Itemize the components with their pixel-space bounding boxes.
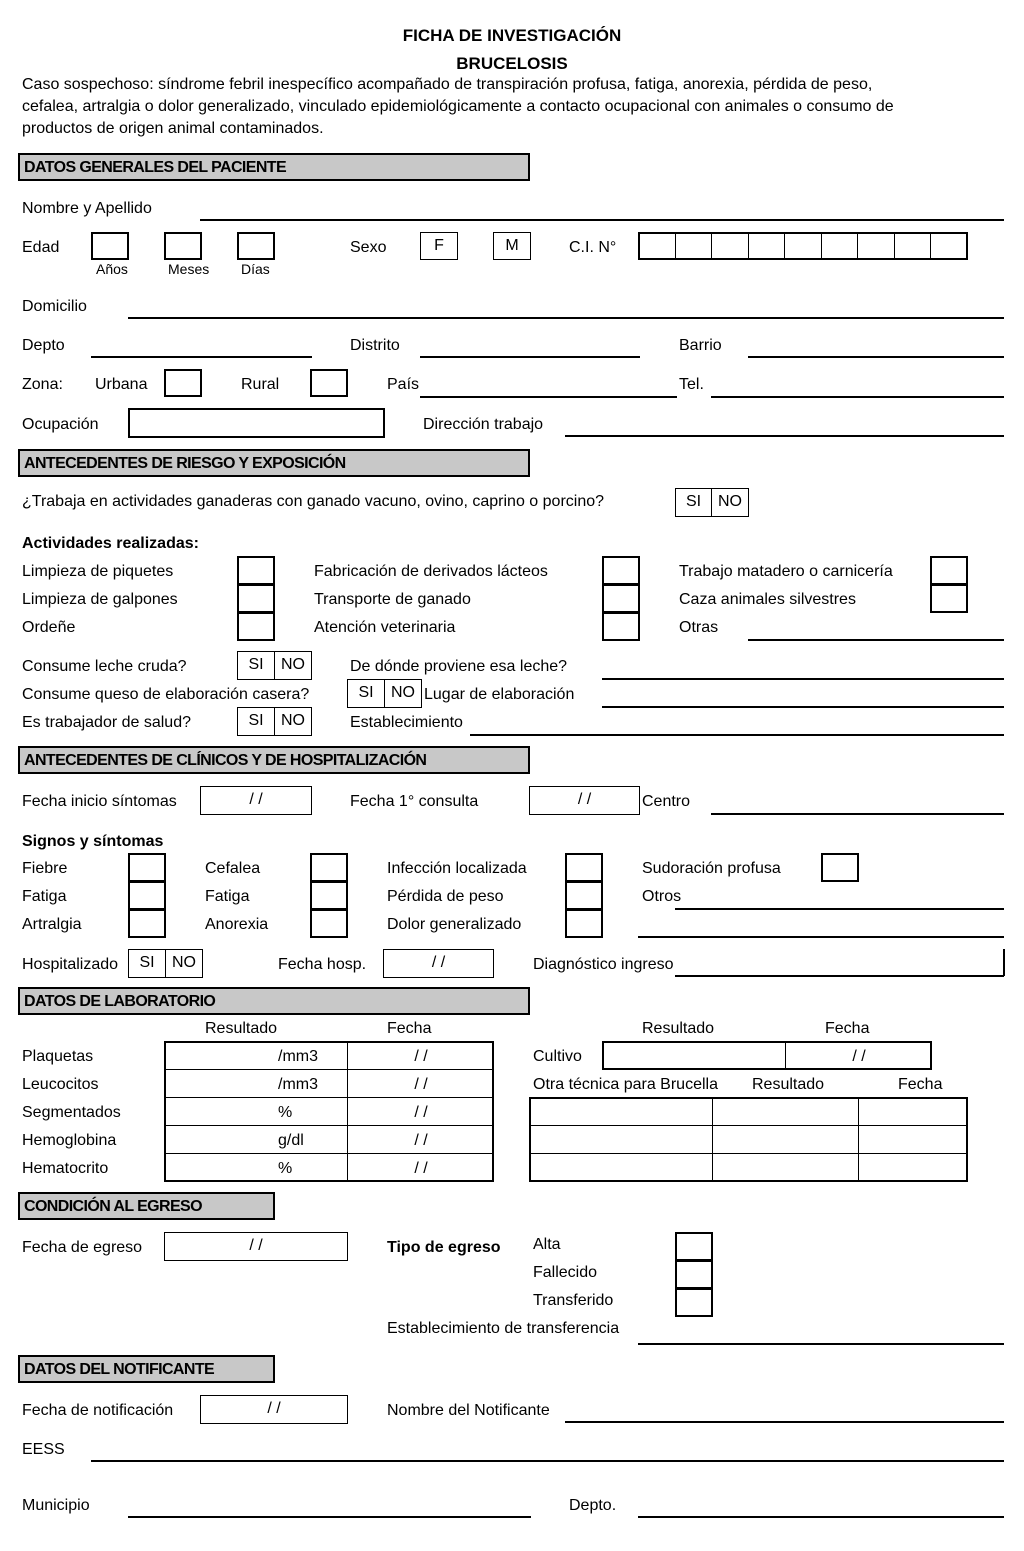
discharge-date-field[interactable]: / / (164, 1232, 348, 1261)
activity-checkbox[interactable] (930, 584, 968, 613)
other-tech-label: Otra técnica para Brucella (533, 1076, 718, 1093)
other-tech-date-header: Fecha (898, 1076, 943, 1093)
raw-milk-no-box[interactable]: NO (274, 651, 312, 680)
other-symptoms-field[interactable] (675, 908, 1004, 910)
work-address-field[interactable] (565, 435, 1004, 437)
culture-label: Cultivo (533, 1048, 582, 1065)
dept-field[interactable] (91, 356, 312, 358)
symptom-checkbox[interactable] (128, 909, 166, 938)
cheese-si-box[interactable]: SI (347, 679, 385, 708)
barrio-field[interactable] (748, 356, 1004, 358)
notifier-dept-field[interactable] (638, 1516, 1004, 1518)
cheese-place-field[interactable] (602, 706, 1004, 708)
ci-divider (857, 232, 858, 260)
activities-title: Actividades realizadas: (22, 535, 199, 552)
first-consult-date-field[interactable]: / / (529, 786, 640, 815)
age-months-box[interactable] (164, 232, 202, 260)
activity-label: Limpieza de piquetes (22, 563, 174, 580)
lab-table-row-line (164, 1097, 494, 1098)
activity-checkbox[interactable] (602, 612, 640, 641)
discharge-type-label: Tipo de egreso (387, 1239, 501, 1256)
livestock-question: ¿Trabaja en actividades ganaderas con ganado vacuno, ovino, caprino o porcino? (22, 493, 605, 510)
lab-date-cell[interactable]: / / (414, 1104, 428, 1121)
symptom-label: Dolor generalizado (387, 916, 522, 933)
cheese-question: Consume queso de elaboración casera? (22, 686, 310, 703)
rural-checkbox[interactable] (310, 369, 348, 397)
address-field[interactable] (128, 317, 1004, 319)
lab-result-unit[interactable]: /mm3 (278, 1076, 318, 1093)
eess-label: EESS (22, 1441, 65, 1458)
occupation-field[interactable] (128, 408, 385, 438)
hosp-date-label: Fecha hosp. (278, 956, 367, 973)
ci-divider (930, 232, 931, 260)
case-definition-line-2: cefalea, artralgia o dolor generalizado, vinculado epidemiológicamente a contacto ocupacional con animales o consumo de (22, 98, 894, 115)
notification-date-field[interactable]: / / (200, 1395, 348, 1424)
years-label: Años (96, 261, 128, 277)
symptom-label: Pérdida de peso (387, 888, 504, 905)
discharge-type-checkbox[interactable] (675, 1288, 713, 1317)
other-tech-divider (858, 1097, 859, 1182)
form-title: FICHA DE INVESTIGACIÓN (402, 26, 622, 45)
ci-divider (821, 232, 822, 260)
activity-checkbox[interactable] (930, 556, 968, 585)
discharge-type-option: Alta (533, 1236, 561, 1253)
symptom-checkbox[interactable] (310, 853, 348, 882)
raw-milk-si-box[interactable]: SI (237, 651, 275, 680)
lab-date-cell[interactable]: / / (414, 1076, 428, 1093)
hospitalized-si-box[interactable]: SI (128, 949, 166, 978)
activity-label: Limpieza de galpones (22, 591, 178, 608)
tel-field[interactable] (711, 396, 1004, 398)
culture-date-header: Fecha (825, 1020, 870, 1037)
symptom-label: Anorexia (205, 916, 269, 933)
lab-date-cell[interactable]: / / (414, 1048, 428, 1065)
section-lab-data: DATOS DE LABORATORIO (18, 987, 530, 1015)
tel-label: Tel. (679, 376, 704, 393)
lab-result-header: Resultado (205, 1020, 278, 1037)
ci-divider (748, 232, 749, 260)
activity-checkbox[interactable] (237, 612, 275, 641)
center-label: Centro (642, 793, 691, 810)
form-subtitle: BRUCELOSIS (456, 54, 568, 73)
center-field[interactable] (711, 813, 1004, 815)
lab-row-label: Plaquetas (22, 1048, 94, 1065)
country-field[interactable] (420, 396, 677, 398)
lab-row-label: Segmentados (22, 1104, 121, 1121)
hospitalized-no-box[interactable]: NO (165, 949, 203, 978)
onset-date-label: Fecha inicio síntomas (22, 793, 177, 810)
discharge-type-option: Fallecido (533, 1264, 598, 1281)
symptom-label: Fatiga (205, 888, 250, 905)
occupation-label: Ocupación (22, 416, 99, 433)
signs-title: Signos y síntomas (22, 833, 164, 850)
section-risk-exposure: ANTECEDENTES DE RIESGO Y EXPOSICIÓN (18, 449, 530, 477)
symptom-label: Artralgia (22, 916, 82, 933)
symptom-checkbox[interactable] (310, 881, 348, 910)
activity-checkbox[interactable] (602, 584, 640, 613)
ci-divider (894, 232, 895, 260)
activity-checkbox[interactable] (237, 584, 275, 613)
section-patient-data: DATOS GENERALES DEL PACIENTE (18, 153, 530, 181)
activity-label: Ordeñe (22, 619, 76, 636)
sex-f-box[interactable]: F (420, 232, 458, 260)
lab-table-row-line (164, 1125, 494, 1126)
district-label: Distrito (350, 337, 400, 354)
age-days-box[interactable] (237, 232, 275, 260)
case-definition-line-1: Caso sospechoso: síndrome febril inespecífico acompañado de transpiración profusa, fatiga, anorexia, pérdida de peso, (22, 76, 873, 93)
culture-date-cell[interactable]: / / (852, 1048, 866, 1065)
municipality-field[interactable] (128, 1516, 531, 1518)
lab-date-cell[interactable]: / / (414, 1160, 428, 1177)
lab-date-cell[interactable]: / / (414, 1132, 428, 1149)
health-worker-no-box[interactable]: NO (274, 707, 312, 736)
health-worker-si-box[interactable]: SI (237, 707, 275, 736)
symptom-label: Otros (642, 888, 682, 905)
activity-label: Otras (679, 619, 719, 636)
months-label: Meses (168, 261, 210, 277)
symptom-checkbox[interactable] (565, 853, 603, 882)
cheese-no-box[interactable]: NO (384, 679, 422, 708)
cheese-place-label: Lugar de elaboración (424, 686, 575, 703)
first-consult-label: Fecha 1° consulta (350, 793, 479, 810)
symptom-checkbox[interactable] (565, 881, 603, 910)
symptom-label: Sudoración profusa (642, 860, 781, 877)
eess-field[interactable] (91, 1460, 1004, 1462)
milk-origin-question: De dónde proviene esa leche? (350, 658, 568, 675)
other-tech-row-line (529, 1125, 968, 1126)
lab-row-label: Hemoglobina (22, 1132, 117, 1149)
notification-date-label: Fecha de notificación (22, 1402, 174, 1419)
health-worker-question: Es trabajador de salud? (22, 714, 191, 731)
lab-result-unit[interactable]: % (278, 1160, 293, 1177)
symptom-checkbox[interactable] (128, 853, 166, 882)
establishment-field[interactable] (470, 734, 1004, 736)
work-address-label: Dirección trabajo (423, 416, 544, 433)
dept-label: Depto (22, 337, 65, 354)
days-label: Días (241, 261, 270, 277)
zone-label: Zona: (22, 376, 63, 393)
symptom-label: Fiebre (22, 860, 68, 877)
lab-row-label: Leucocitos (22, 1076, 99, 1093)
other-tech-divider (712, 1097, 713, 1182)
activity-label: Trabajo matadero o carnicería (679, 563, 893, 580)
municipality-label: Municipio (22, 1497, 90, 1514)
address-label: Domicilio (22, 298, 87, 315)
activity-label: Fabricación de derivados lácteos (314, 563, 548, 580)
activity-label: Transporte de ganado (314, 591, 471, 608)
other-tech-row-line (529, 1153, 968, 1154)
district-field[interactable] (420, 356, 640, 358)
urban-label: Urbana (95, 376, 148, 393)
ci-divider (711, 232, 712, 260)
case-definition-line-3: productos de origen animal contaminados. (22, 120, 324, 137)
other-activities-field[interactable] (748, 639, 1004, 641)
section-clinical-history: ANTECEDENTES DE CLÍNICOS Y DE HOSPITALIZACIÓN (18, 746, 530, 774)
establishment-label: Establecimiento (350, 714, 463, 731)
transfer-field[interactable] (638, 1343, 1004, 1345)
symptom-checkbox[interactable] (565, 909, 603, 938)
activity-label: Atención veterinaria (314, 619, 456, 636)
discharge-type-option: Transferido (533, 1292, 614, 1309)
lab-result-unit[interactable]: g/dl (278, 1132, 304, 1149)
hosp-date-field[interactable]: / / (383, 949, 494, 978)
livestock-si-box[interactable]: SI (675, 488, 712, 517)
lab-table-row-line (164, 1069, 494, 1070)
barrio-label: Barrio (679, 337, 722, 354)
name-label: Nombre y Apellido (22, 200, 152, 217)
culture-result-header: Resultado (642, 1020, 715, 1037)
diagnosis-label: Diagnóstico ingreso (533, 956, 674, 973)
discharge-date-label: Fecha de egreso (22, 1239, 143, 1256)
other-symptoms-field-2[interactable] (638, 936, 1004, 938)
lab-result-unit[interactable]: % (278, 1104, 293, 1121)
ci-divider (675, 232, 676, 260)
onset-date-field[interactable]: / / (200, 786, 312, 815)
activity-checkbox[interactable] (237, 556, 275, 585)
other-tech-table[interactable] (529, 1097, 968, 1182)
country-label: País (387, 376, 420, 393)
notifier-name-label: Nombre del Notificante (387, 1402, 550, 1419)
section-notifier: DATOS DEL NOTIFICANTE (18, 1355, 275, 1383)
symptom-checkbox[interactable] (821, 853, 859, 882)
lab-result-unit[interactable]: /mm3 (278, 1048, 318, 1065)
sex-label: Sexo (350, 239, 387, 256)
transfer-label: Establecimiento de transferencia (387, 1320, 620, 1337)
ci-label: C.I. N° (569, 239, 617, 256)
ci-divider (784, 232, 785, 260)
diagnosis-field[interactable] (675, 975, 1004, 977)
rural-label: Rural (241, 376, 280, 393)
section-discharge: CONDICIÓN AL EGRESO (18, 1192, 275, 1220)
discharge-type-checkbox[interactable] (675, 1260, 713, 1289)
age-years-box[interactable] (91, 232, 129, 260)
symptom-checkbox[interactable] (310, 909, 348, 938)
symptom-checkbox[interactable] (128, 881, 166, 910)
name-field[interactable] (200, 219, 1004, 221)
notifier-name-field[interactable] (565, 1421, 1004, 1423)
age-label: Edad (22, 239, 60, 256)
activity-label: Caza animales silvestres (679, 591, 856, 608)
lab-table-row-line (164, 1153, 494, 1154)
other-tech-result-header: Resultado (752, 1076, 825, 1093)
notifier-dept-label: Depto. (569, 1497, 617, 1514)
sex-m-box[interactable]: M (493, 232, 531, 260)
symptom-label: Infección localizada (387, 860, 527, 877)
activity-checkbox[interactable] (602, 556, 640, 585)
symptom-label: Fatiga (22, 888, 67, 905)
raw-milk-question: Consume leche cruda? (22, 658, 187, 675)
hospitalized-label: Hospitalizado (22, 956, 119, 973)
lab-row-label: Hematocrito (22, 1160, 109, 1177)
urban-checkbox[interactable] (164, 369, 202, 397)
discharge-type-checkbox[interactable] (675, 1232, 713, 1261)
livestock-no-box[interactable]: NO (711, 488, 749, 517)
milk-origin-field[interactable] (602, 678, 1004, 680)
ci-field[interactable] (638, 232, 968, 260)
lab-date-header: Fecha (387, 1020, 432, 1037)
symptom-label: Cefalea (205, 860, 261, 877)
diagnosis-field-end (1003, 949, 1005, 976)
